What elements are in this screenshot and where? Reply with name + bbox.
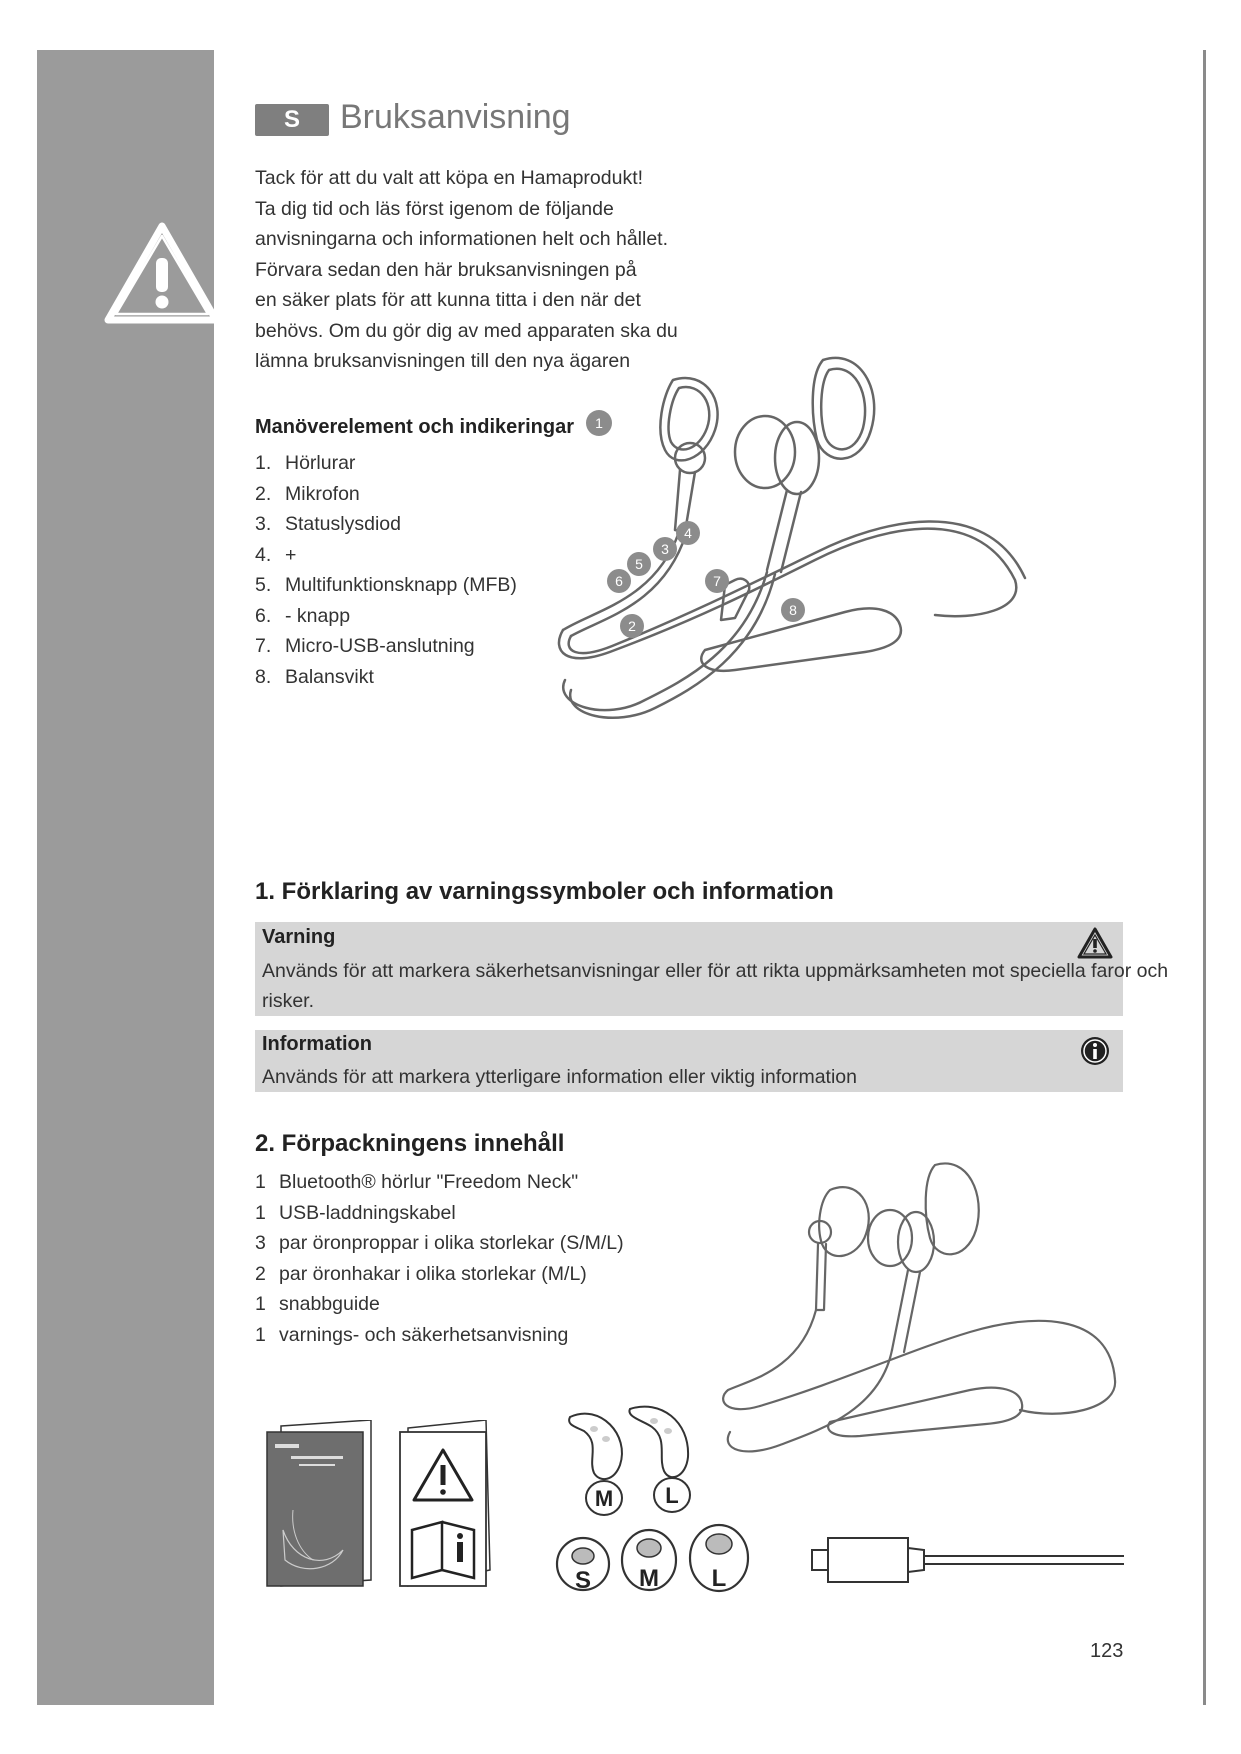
list-item (255, 1198, 624, 1229)
language-badge: S (255, 104, 329, 136)
item-label: Statuslysdiod (285, 513, 401, 535)
item-quantity: 3 (255, 1232, 266, 1254)
item-number: 4. (255, 543, 272, 566)
quick-guide-booklet (263, 1420, 373, 1590)
list-item (255, 1228, 624, 1259)
item-number: 6. (255, 604, 272, 627)
callout-label: 8 (789, 602, 797, 618)
warning-heading: Varning (262, 926, 336, 948)
information-icon (1077, 1035, 1113, 1067)
intro-line: Förvara sedan den här bruksanvisningen på (255, 258, 637, 281)
callout-label: 3 (661, 541, 669, 557)
intro-paragraph (255, 163, 735, 377)
controls-list (255, 448, 517, 692)
list-item (255, 1259, 624, 1290)
headphone-illustration (720, 1160, 1130, 1490)
list-item (255, 448, 517, 479)
item-text: USB-laddningskabel (279, 1201, 456, 1224)
warning-box (255, 922, 1169, 1016)
sidebar-band (37, 50, 214, 1705)
ear-hooks-illustration (560, 1405, 710, 1517)
tip-size-label: M (639, 1565, 659, 1592)
hook-size-label: L (665, 1483, 679, 1508)
item-text: Bluetooth® hörlur "Freedom Neck" (279, 1171, 579, 1193)
warning-triangle-icon (1077, 927, 1113, 959)
section-1-heading: 1. Förklaring av varningssymboler och information (255, 878, 834, 905)
page-title: Bruksanvisning (340, 98, 571, 136)
item-quantity: 2 (255, 1262, 266, 1285)
intro-line: Tack för att du valt att köpa en Hamaprodukt! (255, 167, 644, 189)
package-contents-list (255, 1167, 624, 1350)
intro-line: anvisningarna och informationen helt och hållet. (255, 228, 669, 250)
controls-heading: Manöverelement och indikeringar (255, 416, 574, 438)
item-text: varnings- och säkerhetsanvisning (279, 1323, 569, 1346)
list-item (255, 540, 517, 571)
list-item (255, 509, 517, 540)
usb-cable-illustration (810, 1532, 1125, 1588)
warning-triangle-icon (102, 220, 222, 328)
tip-size-label: S (574, 1567, 592, 1594)
item-quantity: 1 (255, 1201, 266, 1224)
callout-label: 6 (615, 573, 623, 589)
tip-size-label: L (711, 1565, 727, 1592)
list-item (255, 1289, 624, 1320)
item-label: - knapp (285, 604, 351, 627)
intro-line: lämna bruksanvisningen till den nya ägaren (255, 350, 631, 372)
item-label: Multifunktionsknapp (MFB) (285, 574, 517, 596)
information-heading: Information (262, 1033, 372, 1055)
hook-size-label: M (594, 1486, 614, 1511)
callout-label: 7 (713, 573, 721, 589)
intro-line: en säker plats för att kunna titta i den när det (255, 289, 641, 311)
list-item (255, 479, 517, 510)
callout-label: 1 (595, 415, 603, 431)
list-item (255, 631, 517, 662)
safety-leaflet (398, 1420, 493, 1590)
headphone-diagram (555, 350, 1135, 770)
callout-label: 4 (684, 525, 692, 541)
callout-label: 2 (628, 618, 636, 634)
item-label: Balansvikt (285, 665, 374, 688)
item-number: 8. (255, 665, 272, 688)
section-2-heading: 2. Förpackningens innehåll (255, 1130, 565, 1157)
list-item (255, 601, 517, 632)
item-text: snabbguide (279, 1293, 380, 1315)
callout-label: 5 (635, 556, 643, 572)
item-text: par öronproppar i olika storlekar (S/M/L) (279, 1232, 624, 1254)
intro-line: behövs. Om du gör dig av med apparaten ska du (255, 319, 678, 342)
item-number: 7. (255, 635, 272, 657)
item-text: par öronhakar i olika storlekar (M/L) (279, 1262, 587, 1285)
information-box (255, 1030, 1123, 1092)
warning-text: Används för att markera säkerhetsanvisningar eller för att rikta uppmärksamheten mot speciella faror och risker. (262, 960, 1169, 1012)
item-quantity: 1 (255, 1323, 266, 1346)
item-quantity: 1 (255, 1293, 266, 1315)
list-item (255, 570, 517, 601)
item-label: + (285, 543, 297, 566)
list-item (255, 1167, 624, 1198)
page-edge-rule (1203, 50, 1206, 1705)
intro-line: Ta dig tid och läs först igenom de följande (255, 197, 614, 220)
item-label: Mikrofon (285, 482, 360, 505)
item-label: Hörlurar (285, 452, 356, 474)
list-item (255, 1320, 624, 1351)
information-text: Används för att markera ytterligare information eller viktig information (262, 1066, 857, 1088)
item-label: Micro-USB-anslutning (285, 635, 475, 657)
ear-tips-illustration (553, 1518, 753, 1596)
list-item (255, 662, 517, 693)
item-number: 2. (255, 482, 272, 505)
page-number: 123 (1090, 1640, 1124, 1662)
item-number: 1. (255, 452, 272, 474)
item-number: 5. (255, 574, 272, 596)
item-quantity: 1 (255, 1171, 266, 1193)
item-number: 3. (255, 513, 272, 535)
